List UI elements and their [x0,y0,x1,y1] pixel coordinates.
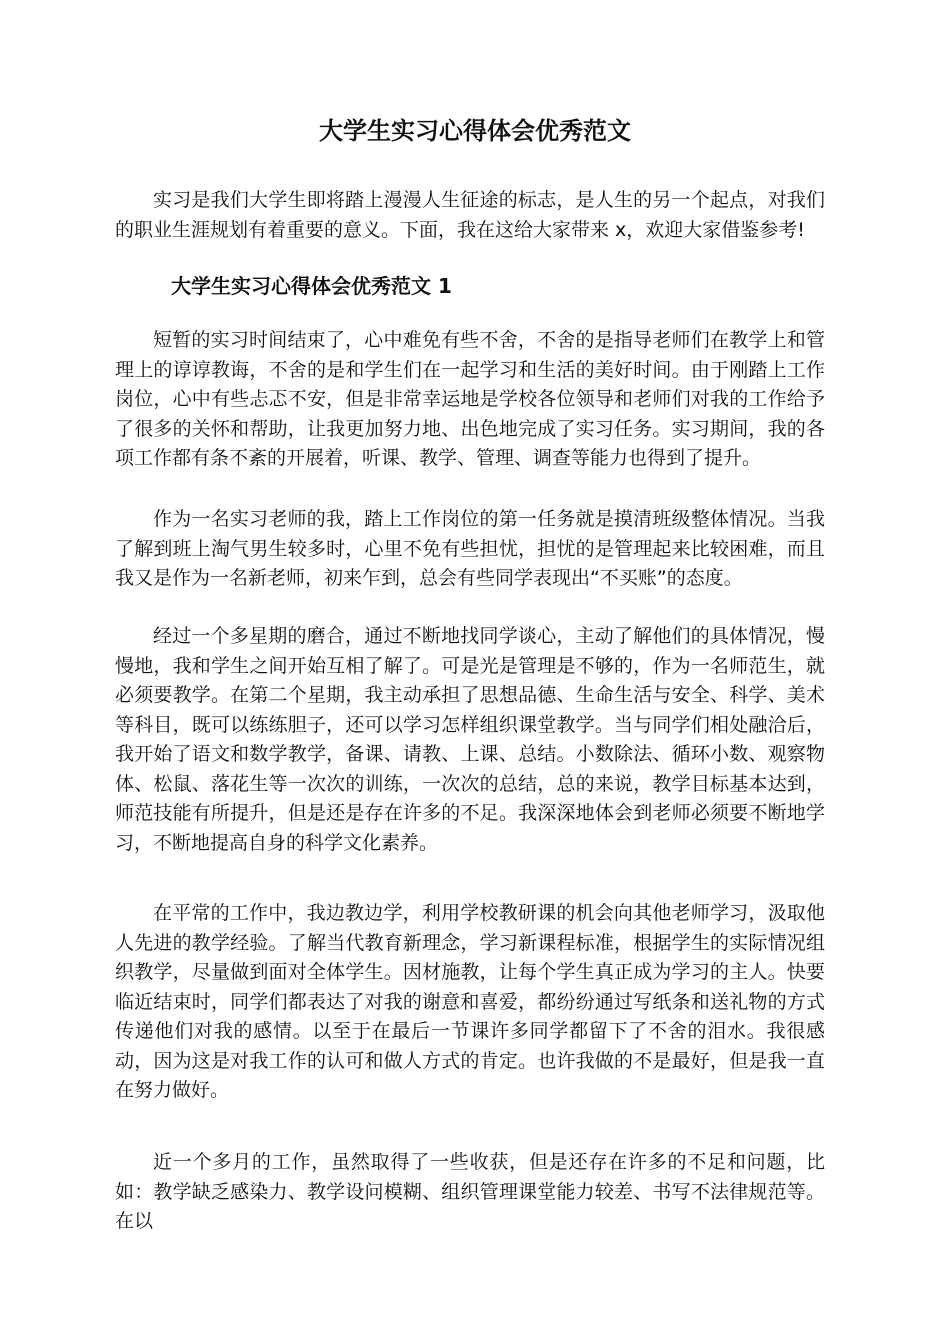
body-paragraph-1: 短暂的实习时间结束了，心中难免有些不舍，不舍的是指导老师们在教学上和管理上的谆谆教诲，不舍的是和学生们在一起学习和生活的美好时间。由于刚踏上工作岗位，心中有些忐忑不安，但是非常幸运地是学校各位领导和老师们对我的工作给予了很多的关怀和帮助，让我更加努力地、出色地完成了实习任务。实习期间，我的各项工作都有条不紊的开展着，听课、教学、管理、调查等能力也得到了提升。 [115,329,825,469]
body-paragraph-2: 作为一名实习老师的我，踏上工作岗位的第一任务就是摸清班级整体情况。当我了解到班上淘气男生较多时，心里不免有些担忧，担忧的是管理起来比较困难，而且我又是作为一名新老师，初来乍到，总会有些同学表现出“不买账”的态度。 [115,508,825,589]
body-paragraph-5: 近一个多月的工作，虽然取得了一些收获，但是还存在许多的不足和问题，比如：教学缺乏感染力、教学设问模糊、组织管理课堂能力较差、书写不法律规范等。在以 [115,1151,825,1232]
body-paragraph-4: 在平常的工作中，我边教边学，利用学校教研课的机会向其他老师学习，汲取他人先进的教学经验。了解当代教育新理念，学习新课程标准，根据学生的实际情况组织教学，尽量做到面对全体学生。因材施教，让每个学生真正成为学习的主人。快要临近结束时，同学们都表达了对我的谢意和喜爱，都纷纷通过写纸条和送礼物的方式传递他们对我的感情。以至于在最后一节课许多同学都留下了不舍的泪水。我很感动，因为这是对我工作的认可和做人方式的肯定。也许我做的不是最好，但是我一直在努力做好。 [115,902,825,1101]
intro-paragraph: 实习是我们大学生即将踏上漫漫人生征途的标志，是人生的另一个起点，对我们的职业生涯规划有着重要的意义。下面，我在这给大家带来 x，欢迎大家借鉴参考! [115,189,825,241]
section-heading: 大学生实习心得体会优秀范文 1 [171,274,452,298]
document-title: 大学生实习心得体会优秀范文 [319,117,631,145]
body-paragraph-3: 经过一个多星期的磨合，通过不断地找同学谈心，主动了解他们的具体情况，慢慢地，我和学生之间开始互相了解了。可是光是管理是不够的，作为一名师范生，就必须要教学。在第二个星期，我主动承担了思想品德、生命生活与安全、科学、美术等科目，既可以练练胆子，还可以学习怎样组织课堂教学。当与同学们相处融洽后，我开始了语文和数学教学，备课、请教、上课、总结。小数除法、循环小数、观察物体、松鼠、落花生等一次次的训练，一次次的总结，总的来说，教学目标基本达到，师范技能有所提升，但是还是存在许多的不足。我深深地体会到老师必须要不断地学习，不断地提高自身的科学文化素养。 [115,625,825,854]
